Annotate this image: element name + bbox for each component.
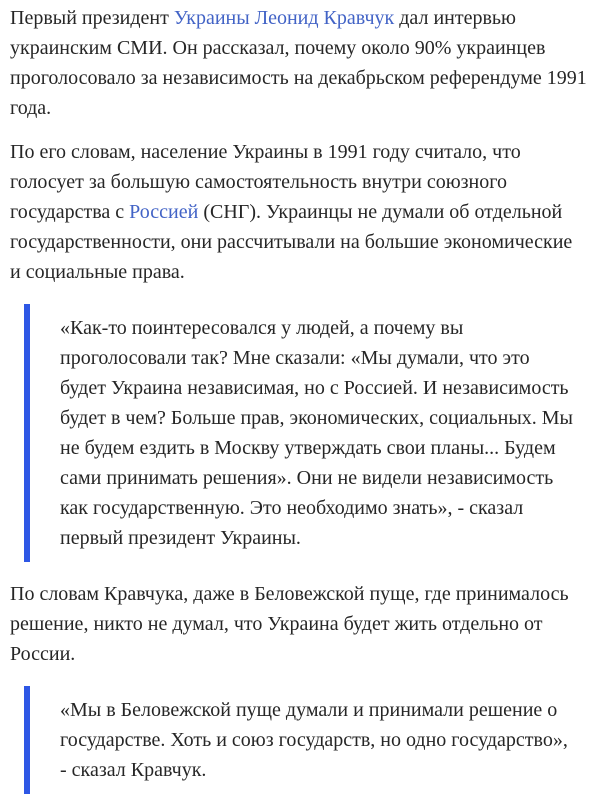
quote-text: «Мы в Беловежской пуще думали и принимали решение о государстве. Хоть и союз государств, но одно государство», - сказал Кравчук.: [60, 699, 568, 781]
blockquote-first: [24, 304, 587, 562]
inline-link-ukraine-leonid-kravchuk[interactable]: Украины Леонид Кравчук: [173, 7, 395, 29]
paragraph-text: По словам Кравчука, даже в Беловежской пуще, где принималось решение, никто не думал, что Украина будет жить отдельно от России.: [10, 583, 569, 665]
inline-link-russia[interactable]: Россией: [129, 201, 199, 223]
quote-text: «Как-то поинтересовался у людей, а почему вы проголосовали так? Мне сказали: «Мы думали, что это будет Украина независимая, но с Россией. И независимость будет в чем? Больше прав, экономических, социальных. Мы не будем ездить в Москву утверждать свои планы... Будем сами принимать решения». Они не видели независимость как государственную. Это необходимо знать», - сказал первый президент Украины.: [60, 317, 573, 549]
paragraph-text: Первый президент: [10, 7, 174, 29]
paragraph-belovezhskaya: [10, 579, 587, 669]
paragraph-text: По его словам, население Украины в 1991 году считало, что голосует за большую самостоятельность внутри союзного государства с: [10, 141, 521, 223]
blockquote-second: [24, 686, 587, 794]
paragraph-text: дал интервью украинским СМИ. Он рассказал, почему около 90% украинцев проголосовало за независимость на декабрьском референдуме 1991 года.: [10, 7, 587, 119]
paragraph-text: (СНГ). Украинцы не думали об отдельной государственности, они рассчитывали на большие экономические и социальные права.: [10, 201, 573, 283]
paragraph-intro: [10, 3, 587, 123]
paragraph-explanation: [10, 137, 587, 287]
